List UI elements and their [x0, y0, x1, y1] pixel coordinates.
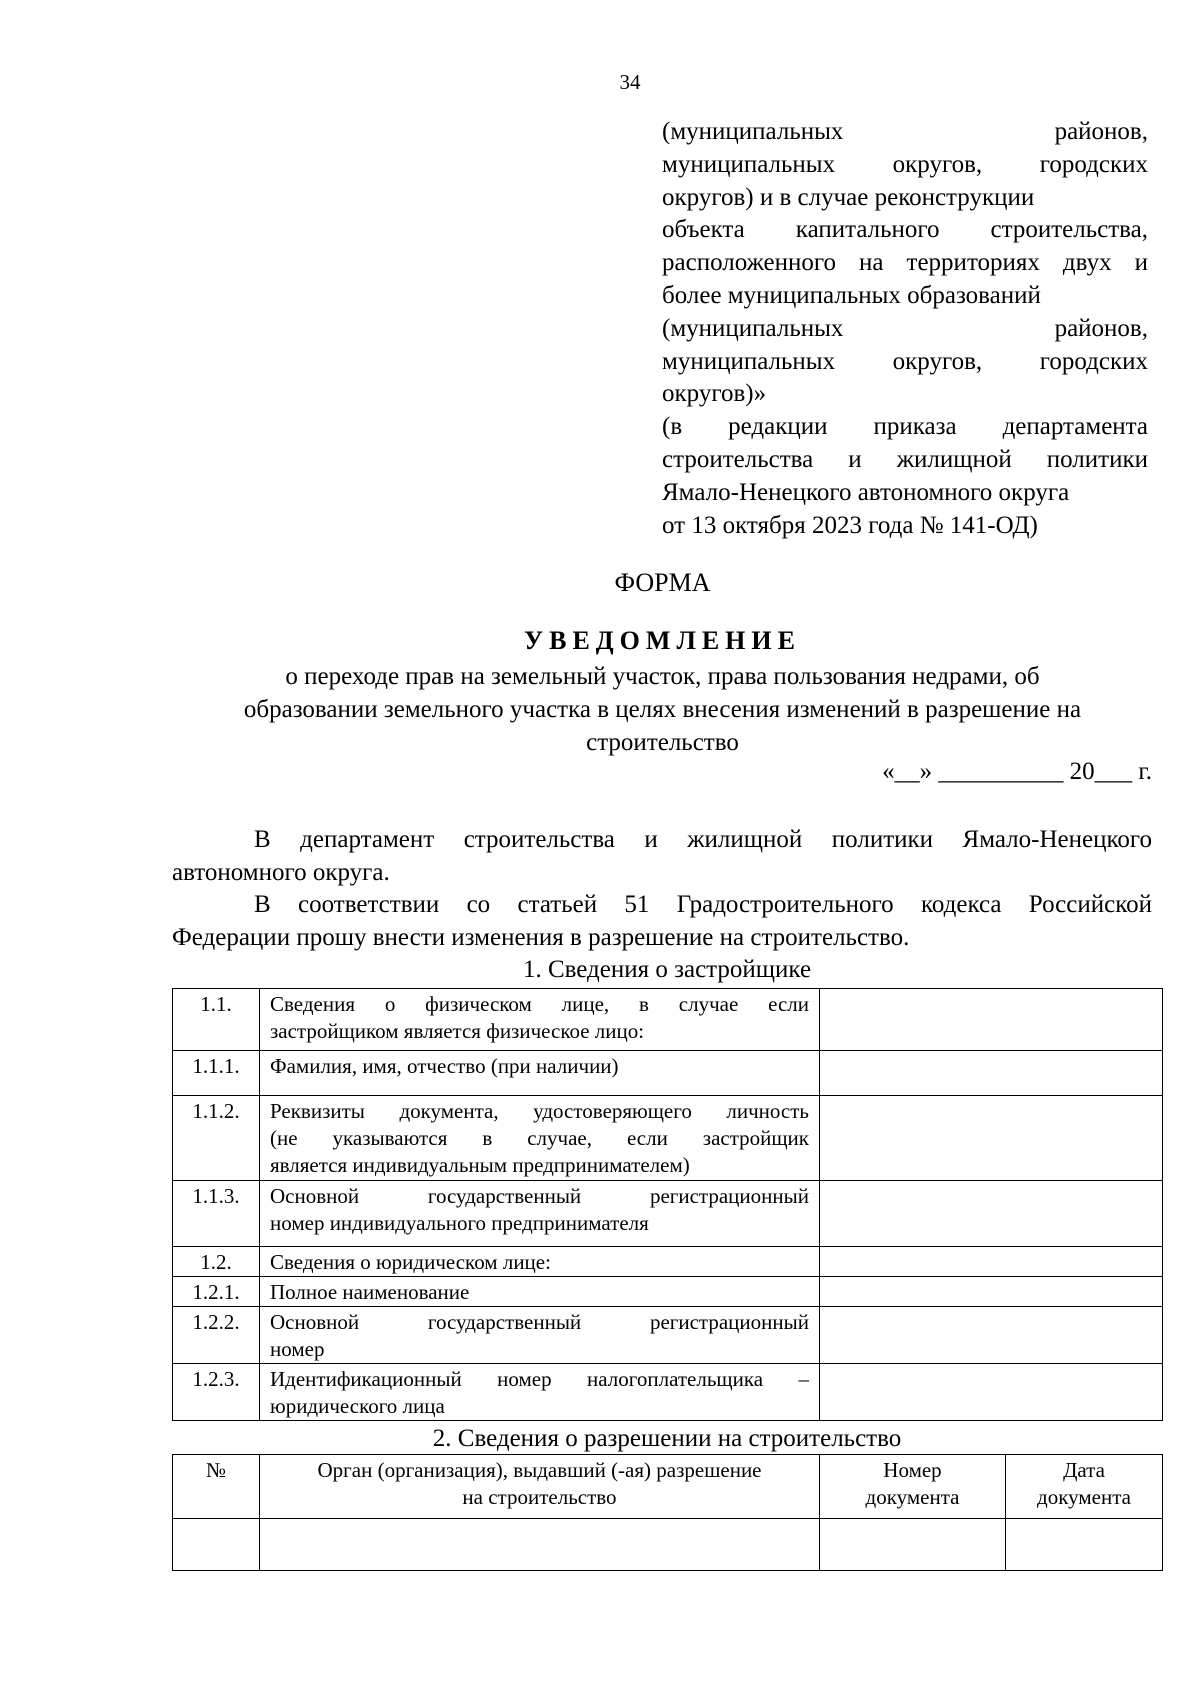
preamble-line: расположенного на территориях двух и	[662, 249, 1148, 277]
empty-cell-authority[interactable]	[260, 1519, 820, 1571]
description-line: (не указываются в случае, если застройщик	[270, 1126, 809, 1150]
description-line: Основной государственный регистрационный	[270, 1310, 809, 1334]
table-row	[173, 1096, 1163, 1181]
developer-info-table	[172, 988, 1163, 1421]
preamble-line: более муниципальных образований	[662, 281, 1041, 309]
value-cell[interactable]	[820, 1181, 1163, 1247]
table-row	[173, 1181, 1163, 1247]
empty-cell-document-number[interactable]	[820, 1519, 1006, 1571]
row-description	[260, 1096, 820, 1181]
row-number: 1.2.2.	[173, 1307, 260, 1364]
value-cell[interactable]	[820, 989, 1163, 1051]
paragraph-1-line-2: автономного округа.	[172, 858, 390, 886]
value-cell[interactable]	[820, 1364, 1163, 1421]
description-line: Реквизиты документа, удостоверяющего личность	[270, 1099, 809, 1123]
paragraph-1-line-1: В департамент строительства и жилищной политики Ямало-Ненецкого	[254, 826, 1152, 853]
description-line: Полное наименование	[270, 1280, 470, 1304]
row-number: 1.2.3.	[173, 1364, 260, 1421]
row-number: 1.1.1.	[173, 1051, 260, 1096]
row-description	[260, 1247, 820, 1277]
preamble-line: муниципальных округов, городских	[662, 150, 1148, 178]
form-label: ФОРМА	[614, 568, 711, 597]
table-row	[173, 989, 1163, 1051]
table-row	[173, 1277, 1163, 1307]
row-number: 1.1.2.	[173, 1096, 260, 1181]
header-line: на строительство	[462, 1485, 617, 1509]
preamble-line: объекта капитального строительства,	[662, 216, 1148, 244]
preamble-line: (муниципальных районов,	[662, 314, 1148, 342]
table-row	[173, 1519, 1163, 1571]
preamble-line: округов) и в случае реконструкции	[662, 183, 1035, 211]
description-line: номер	[270, 1337, 325, 1361]
description-line: Сведения о физическом лице, в случае если	[270, 992, 809, 1016]
value-cell[interactable]	[820, 1307, 1163, 1364]
header-document-date	[1006, 1455, 1163, 1519]
description-line: Фамилия, имя, отчество (при наличии)	[270, 1054, 619, 1078]
date-line: «__» __________ 20___ г.	[882, 758, 1152, 785]
row-description	[260, 1181, 820, 1247]
preamble-line: муниципальных округов, городских	[662, 347, 1148, 375]
row-description	[260, 989, 820, 1051]
subtitle-line: строительство	[586, 729, 739, 756]
preamble-reference	[662, 116, 1148, 542]
row-description	[260, 1051, 820, 1096]
empty-cell-document-date[interactable]	[1006, 1519, 1163, 1571]
value-cell[interactable]	[820, 1096, 1163, 1181]
value-cell[interactable]	[820, 1277, 1163, 1307]
value-cell[interactable]	[820, 1051, 1163, 1096]
subtitle-line: о переходе прав на земельный участок, права пользования недрами, об	[285, 663, 1040, 690]
description-line: Идентификационный номер налогоплательщика –	[270, 1367, 809, 1391]
section-1-title: 1. Сведения о застройщике	[522, 956, 812, 983]
preamble-line: от 13 октября 2023 года № 141-ОД)	[662, 511, 1038, 539]
table-row	[173, 1307, 1163, 1364]
header-issuing-authority	[260, 1455, 820, 1519]
preamble-line: (муниципальных районов,	[662, 118, 1148, 145]
row-description	[260, 1277, 820, 1307]
row-number: 1.2.1.	[173, 1277, 260, 1307]
paragraph-2-line-1: В соответствии со статьей 51 Градостроительного кодекса Российской	[254, 891, 1152, 918]
subtitle-line: образовании земельного участка в целях внесения изменений в разрешение на	[243, 696, 1082, 723]
document-subtitle	[170, 660, 1155, 759]
body-paragraphs	[172, 824, 1152, 954]
section-2-title: 2. Сведения о разрешении на строительство	[432, 1425, 902, 1452]
description-line: Основной государственный регистрационный	[270, 1184, 809, 1208]
table-row	[173, 1247, 1163, 1277]
table-header-row	[173, 1455, 1163, 1519]
header-line: Дата	[1063, 1458, 1105, 1482]
header-line: Номер	[883, 1458, 942, 1482]
header-line: документа	[1037, 1485, 1131, 1509]
description-line: номер индивидуального предпринимателя	[270, 1211, 649, 1235]
header-document-number	[820, 1455, 1006, 1519]
description-line: юридического лица	[270, 1394, 445, 1418]
header-line: Орган (организация), выдавший (-ая) разрешение	[317, 1458, 762, 1482]
paragraph-2-line-2: Федерации прошу внести изменения в разрешение на строительство.	[172, 923, 910, 951]
permit-info-table	[172, 1454, 1163, 1571]
row-number: 1.1.	[173, 989, 260, 1051]
row-description	[260, 1364, 820, 1421]
row-number: 1.2.	[173, 1247, 260, 1277]
preamble-line: Ямало-Ненецкого автономного округа	[662, 478, 1070, 506]
empty-cell-number[interactable]	[173, 1519, 260, 1571]
page-number: 34	[619, 70, 641, 94]
table-row	[173, 1364, 1163, 1421]
row-number: 1.1.3.	[173, 1181, 260, 1247]
preamble-line: (в редакции приказа департамента	[662, 413, 1148, 441]
description-line: является индивидуальным предпринимателем)	[270, 1153, 690, 1177]
header-number: №	[173, 1455, 260, 1519]
description-line: Сведения о юридическом лице:	[270, 1250, 551, 1274]
row-description	[260, 1307, 820, 1364]
table-row	[173, 1051, 1163, 1096]
preamble-line: строительства и жилищной политики	[662, 445, 1148, 473]
description-line: застройщиком является физическое лицо:	[270, 1019, 645, 1043]
header-line: документа	[865, 1485, 960, 1509]
preamble-line: округов)»	[662, 380, 767, 408]
document-title: УВЕДОМЛЕНИЕ	[524, 626, 801, 655]
value-cell[interactable]	[820, 1247, 1163, 1277]
